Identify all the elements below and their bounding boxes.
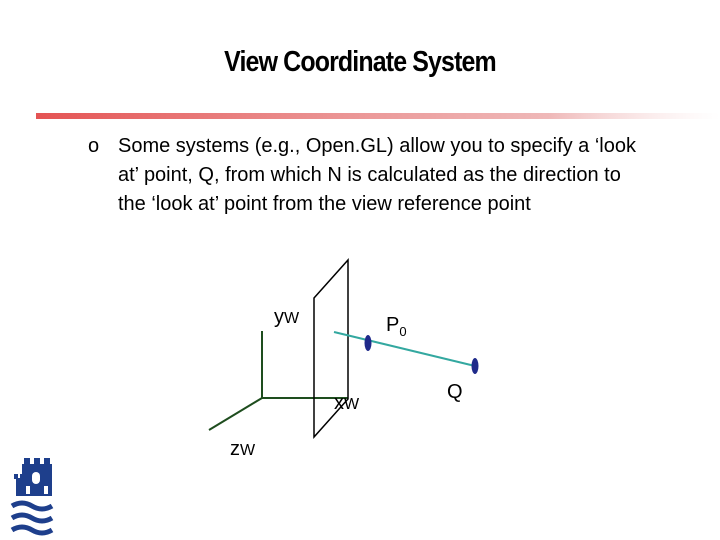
p0-subscript: 0 [399,324,407,339]
bullet-text: Some systems (e.g., Open.GL) allow you to specify a ‘look at’ point, Q, from which N is calculated as the direction to the ‘look at’ point from the view reference point [118,135,636,215]
slide-title: View Coordinate System [224,46,496,78]
z-axis-line [209,398,262,430]
p0-letter: P [386,314,400,336]
z-axis-label [230,438,255,461]
x-axis-subscript: W [344,396,360,413]
q-label: Q [447,381,463,403]
z-axis-letter: z [230,438,240,460]
x-axis-label [334,392,359,415]
p0-point [365,335,372,351]
z-axis-subscript: W [240,442,256,459]
y-axis-subscript: W [284,310,300,327]
y-axis-letter: y [274,306,284,328]
bullet-marker: o [88,135,100,157]
q-point [472,358,479,374]
y-axis-label [274,306,299,329]
p0-label [386,314,407,339]
x-axis-letter: x [334,392,344,414]
university-castle-logo [8,450,60,540]
